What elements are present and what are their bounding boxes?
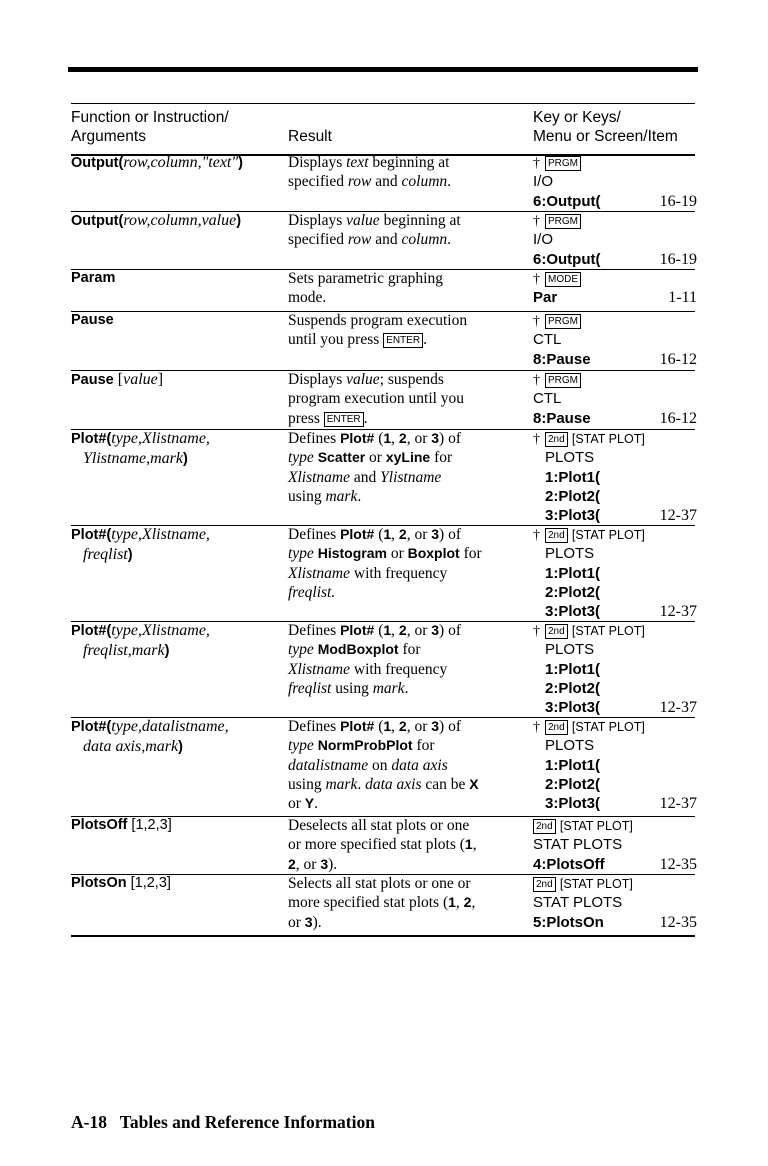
dagger-mark: † xyxy=(533,272,540,287)
result-cell xyxy=(288,153,523,192)
page-ref: 1-11 xyxy=(668,289,697,307)
result-text: ( xyxy=(374,622,384,639)
function-close: ) xyxy=(164,643,170,660)
result-text: beginning at xyxy=(379,212,461,229)
result-text: , or xyxy=(406,526,432,543)
table-row xyxy=(71,311,695,371)
dagger-mark: † xyxy=(533,314,540,329)
keys-cell xyxy=(533,153,697,211)
result-text: 2 xyxy=(288,855,296,872)
result-text: Xlistname xyxy=(288,468,350,486)
result-text: program execution until you xyxy=(288,390,465,408)
table-header xyxy=(71,103,695,156)
menu-name: CTL xyxy=(533,331,562,349)
enter-key: ENTER xyxy=(383,333,423,348)
function-name: Plot#( xyxy=(71,431,112,447)
function-cell xyxy=(71,153,283,173)
second-key: 2nd xyxy=(545,720,568,735)
page-ref: 12-37 xyxy=(659,603,697,621)
function-close: ) xyxy=(178,739,183,756)
function-args: value xyxy=(123,371,158,388)
result-text: . xyxy=(363,409,368,427)
result-text: freqlist xyxy=(288,679,332,697)
result-text: ; suspends xyxy=(379,371,444,388)
result-text: 1 xyxy=(383,430,392,446)
result-text: row xyxy=(347,231,372,249)
result-text: 3 xyxy=(320,855,329,872)
result-text: Plot# xyxy=(340,430,375,446)
menu-item: 1:Plot1( xyxy=(545,468,601,486)
result-text: press xyxy=(288,409,324,427)
dagger-mark: † xyxy=(533,432,540,447)
result-text: . xyxy=(314,795,319,813)
result-text: mark xyxy=(325,487,358,505)
result-text: ). xyxy=(312,913,322,931)
result-text: mark xyxy=(325,775,358,793)
result-text: 3 xyxy=(431,718,440,734)
result-text: ) of xyxy=(439,526,461,543)
header-function-line1: Function or Instruction/ xyxy=(71,109,229,126)
result-text: ) of xyxy=(439,430,461,447)
result-cell xyxy=(288,621,523,698)
keys-cell xyxy=(533,211,697,269)
result-cell xyxy=(288,717,523,813)
result-text: , or xyxy=(406,718,432,735)
table-row xyxy=(71,269,695,312)
result-text: Defines xyxy=(288,430,341,447)
result-text: ModBoxplot xyxy=(317,641,399,658)
result-text: type xyxy=(288,449,314,467)
result-text: ( xyxy=(374,526,384,543)
function-args: [1,2,3] xyxy=(126,875,171,891)
result-cell xyxy=(288,525,523,602)
result-text: type xyxy=(288,737,314,755)
result-text: 1 xyxy=(383,718,392,734)
result-text: freqlist xyxy=(288,583,332,601)
menu-name: I/O xyxy=(533,173,554,191)
page-ref: 12-37 xyxy=(659,507,697,525)
menu-item: 4:PlotsOff xyxy=(533,855,605,873)
menu-item: 5:PlotsOn xyxy=(533,913,604,931)
page-ref: 12-35 xyxy=(659,913,697,931)
keys-cell xyxy=(533,370,697,428)
secondary-function: STAT PLOT xyxy=(575,624,642,638)
table-row xyxy=(71,370,695,430)
dagger-mark: † xyxy=(533,528,540,543)
prgm-key: PRGM xyxy=(545,214,581,229)
result-text: on xyxy=(368,756,392,774)
result-text: 1 xyxy=(383,526,392,542)
prgm-key: PRGM xyxy=(545,156,581,171)
result-text: Displays xyxy=(288,154,347,171)
result-text: for xyxy=(412,737,435,755)
result-text: using xyxy=(288,487,326,505)
function-args: type,Xlistname, xyxy=(111,622,210,639)
menu-name: PLOTS xyxy=(545,737,595,755)
result-text: , or xyxy=(406,430,432,447)
result-text: . xyxy=(357,487,362,505)
result-text: ). xyxy=(328,855,338,873)
result-text: Scatter xyxy=(317,449,366,466)
header-keys-line2: Menu or Screen/Item xyxy=(533,128,678,145)
result-cell xyxy=(288,211,523,250)
function-cell: Pause [value] xyxy=(71,371,164,388)
result-text: . xyxy=(423,331,427,349)
result-text: 2 xyxy=(398,622,407,638)
table-row xyxy=(71,874,695,937)
result-text: ) of xyxy=(439,718,461,735)
function-close: ) xyxy=(238,155,243,171)
result-text: mode. xyxy=(288,289,327,307)
function-cell xyxy=(71,874,283,893)
header-function-line2: Arguments xyxy=(71,128,146,145)
page-ref: 12-35 xyxy=(659,855,697,873)
function-args: [1,2,3] xyxy=(127,817,172,833)
table-row xyxy=(71,525,695,622)
keys-cell: † 2nd [STAT PLOT] PLOTS 1:Plot1( 2:Plot2( 3:Plot3( 12-37 xyxy=(533,432,697,525)
result-text: ( xyxy=(374,430,384,447)
header-function xyxy=(71,108,281,146)
result-text: , xyxy=(391,526,399,543)
result-text: specified xyxy=(288,231,348,249)
result-text: mark xyxy=(372,679,405,697)
result-text: Displays xyxy=(288,371,347,388)
result-text: or xyxy=(386,545,408,563)
result-text: with frequency xyxy=(350,660,448,678)
table-row xyxy=(71,816,695,875)
result-text: 2 xyxy=(398,718,407,734)
function-name: Plot#( xyxy=(71,719,112,735)
keys-cell: † 2nd [STAT PLOT] PLOTS 1:Plot1( 2:Plot2( 3:Plot3( 12-37 xyxy=(533,624,697,717)
second-key: 2nd xyxy=(545,432,568,447)
secondary-function: STAT PLOT xyxy=(575,528,642,542)
menu-item: 3:Plot3( xyxy=(545,795,601,813)
result-text: Suspends program execution xyxy=(288,312,468,329)
result-text: , xyxy=(391,622,399,639)
function-name: PlotsOn xyxy=(71,875,127,891)
table-row xyxy=(71,717,695,817)
menu-item: 1:Plot1( xyxy=(545,660,601,678)
result-text: Plot# xyxy=(340,718,375,734)
second-key: 2nd xyxy=(533,819,556,834)
result-cell xyxy=(288,816,523,874)
header-result: Result xyxy=(288,128,332,145)
result-text: with frequency xyxy=(350,564,448,582)
result-text: , xyxy=(472,836,477,854)
result-text: X xyxy=(469,775,479,792)
top-rule xyxy=(68,67,698,72)
dagger-mark: † xyxy=(533,720,540,735)
result-text: using xyxy=(331,679,373,697)
result-text: , xyxy=(391,430,399,447)
menu-item: 6:Output( xyxy=(533,250,601,268)
result-text: Defines xyxy=(288,526,341,543)
page-ref: 16-19 xyxy=(659,192,697,210)
dagger-mark: † xyxy=(533,156,540,171)
menu-item: 2:Plot2( xyxy=(545,679,601,697)
header-keys-line1: Key or Keys/ xyxy=(533,109,621,126)
result-cell xyxy=(288,311,523,350)
function-name: Output( xyxy=(71,155,124,171)
result-text: for xyxy=(459,545,482,563)
result-text: column xyxy=(401,173,448,191)
result-text: data axis xyxy=(391,756,448,774)
table-row xyxy=(71,153,695,212)
menu-item: Par xyxy=(533,289,558,307)
result-cell xyxy=(288,874,523,932)
secondary-function: STAT PLOT xyxy=(575,720,642,734)
result-cell xyxy=(288,370,523,428)
menu-item: 3:Plot3( xyxy=(545,603,601,621)
result-text: Defines xyxy=(288,622,341,639)
result-text: row xyxy=(347,173,372,191)
function-name: Pause xyxy=(71,312,114,328)
function-args: data axis,mark xyxy=(83,738,179,756)
result-text: data axis xyxy=(365,775,422,793)
result-text: Y xyxy=(304,795,315,812)
function-name: Plot#( xyxy=(71,623,112,639)
function-cell xyxy=(71,429,283,470)
menu-name: STAT PLOTS xyxy=(533,836,623,854)
keys-cell: † 2nd [STAT PLOT] PLOTS 1:Plot1( 2:Plot2( 3:Plot3( 12-37 xyxy=(533,720,697,813)
menu-name: STAT PLOTS xyxy=(533,894,623,912)
result-text: 1 xyxy=(464,836,473,853)
function-name: PlotsOff xyxy=(71,817,128,833)
function-cell xyxy=(71,717,283,758)
result-text: datalistname xyxy=(288,756,369,774)
secondary-function: STAT PLOT xyxy=(563,877,630,891)
table-row xyxy=(71,429,695,526)
menu-item: 3:Plot3( xyxy=(545,507,601,525)
result-text: or xyxy=(365,449,386,467)
menu-item: 2:Plot2( xyxy=(545,487,601,505)
menu-item: 8:Pause xyxy=(533,409,591,427)
result-text: . xyxy=(331,583,336,601)
function-cell xyxy=(71,311,283,330)
result-text: Deselects all stat plots or one xyxy=(288,817,470,834)
result-text: until you press xyxy=(288,331,384,349)
result-text: Displays xyxy=(288,212,347,229)
result-text: . xyxy=(447,173,452,191)
function-cell xyxy=(71,525,283,566)
result-text: , or xyxy=(295,855,321,873)
second-key: 2nd xyxy=(545,624,568,639)
result-text: 2 xyxy=(463,894,472,911)
result-text: Selects all stat plots or one or xyxy=(288,875,471,892)
result-text: , or xyxy=(406,622,432,639)
result-text: NormProbPlot xyxy=(317,737,413,754)
function-args: type,Xlistname, xyxy=(111,526,210,543)
menu-name: I/O xyxy=(533,231,554,249)
result-text: Plot# xyxy=(340,622,375,638)
result-text: xyLine xyxy=(385,449,431,466)
result-cell xyxy=(288,269,523,308)
page-ref: 12-37 xyxy=(659,699,697,717)
page-ref: 12-37 xyxy=(659,795,697,813)
secondary-function: STAT PLOT xyxy=(575,432,642,446)
keys-cell: † 2nd [STAT PLOT] PLOTS 1:Plot1( 2:Plot2( 3:Plot3( 12-37 xyxy=(533,528,697,621)
result-text: or xyxy=(288,795,305,813)
function-args: type,datalistname, xyxy=(111,718,229,735)
result-text: . xyxy=(357,775,366,793)
result-text: . xyxy=(404,679,409,697)
result-text: 1 xyxy=(383,622,392,638)
menu-item: 1:Plot1( xyxy=(545,564,601,582)
result-text: type xyxy=(288,641,314,659)
function-args: Ylistname,mark xyxy=(83,450,183,468)
keys-cell xyxy=(533,269,697,308)
menu-item: 6:Output( xyxy=(533,192,601,210)
table-row xyxy=(71,621,695,718)
result-text: Sets parametric graphing xyxy=(288,270,443,287)
result-text: Boxplot xyxy=(407,545,460,562)
header-keys xyxy=(533,108,703,146)
table-row xyxy=(71,211,695,270)
second-key: 2nd xyxy=(545,528,568,543)
menu-item: 1:Plot1( xyxy=(545,756,601,774)
menu-item: 8:Pause xyxy=(533,350,591,368)
result-text: , xyxy=(455,894,464,912)
prgm-key: PRGM xyxy=(545,314,581,329)
function-name: Output( xyxy=(71,213,124,229)
page-ref: 16-19 xyxy=(659,250,697,268)
result-text: Xlistname xyxy=(288,660,350,678)
result-text: ( xyxy=(374,718,384,735)
result-text: and xyxy=(350,468,381,486)
page-footer: A-18 Tables and Reference Information xyxy=(71,1112,375,1132)
result-text: Defines xyxy=(288,718,341,735)
second-key: 2nd xyxy=(533,877,556,892)
result-text: , xyxy=(471,894,476,912)
dagger-mark: † xyxy=(533,624,540,639)
function-name: Param xyxy=(71,270,116,286)
result-text: , xyxy=(391,718,399,735)
result-text: beginning at xyxy=(368,154,450,171)
function-cell xyxy=(71,269,283,288)
function-cell xyxy=(71,816,283,835)
result-text: column xyxy=(401,231,448,249)
dagger-mark: † xyxy=(533,373,540,388)
result-text: 3 xyxy=(431,622,440,638)
menu-name: PLOTS xyxy=(545,545,595,563)
secondary-function: STAT PLOT xyxy=(563,819,630,833)
result-text: for xyxy=(430,449,453,467)
enter-key: ENTER xyxy=(324,412,364,427)
result-text: ) of xyxy=(439,622,461,639)
function-args: type,Xlistname, xyxy=(111,430,210,447)
mode-key: MODE xyxy=(545,272,581,287)
function-args: freqlist xyxy=(83,546,128,564)
result-text: value xyxy=(346,371,380,388)
result-text: text xyxy=(346,154,369,171)
keys-cell xyxy=(533,311,697,369)
result-text: 3 xyxy=(431,430,440,446)
menu-name: CTL xyxy=(533,390,562,408)
result-text: 2 xyxy=(398,430,407,446)
result-text: can be xyxy=(421,775,470,793)
prgm-key: PRGM xyxy=(545,373,581,388)
menu-item: 2:Plot2( xyxy=(545,583,601,601)
result-text: type xyxy=(288,545,314,563)
menu-item: 3:Plot3( xyxy=(545,699,601,717)
function-args: freqlist,mark xyxy=(83,642,165,660)
function-args: row,column,value xyxy=(123,212,237,229)
result-text: and xyxy=(371,231,402,249)
menu-name: PLOTS xyxy=(545,641,595,659)
result-text: 3 xyxy=(431,526,440,542)
result-text: using xyxy=(288,775,326,793)
result-text: 2 xyxy=(398,526,407,542)
result-text: 1 xyxy=(448,894,456,911)
result-text: 3 xyxy=(304,913,313,930)
result-text: value xyxy=(346,212,380,229)
result-text: and xyxy=(371,173,402,191)
dagger-mark: † xyxy=(533,214,540,229)
function-close: ) xyxy=(127,547,133,564)
result-text: or more specified stat plots ( xyxy=(288,836,465,854)
menu-item: 2:Plot2( xyxy=(545,775,601,793)
function-name: Plot#( xyxy=(71,527,112,543)
result-text: more specified stat plots ( xyxy=(288,894,449,912)
page-ref: 16-12 xyxy=(659,350,697,368)
menu-name: PLOTS xyxy=(545,449,595,467)
result-text: Xlistname xyxy=(288,564,350,582)
result-cell xyxy=(288,429,523,506)
function-cell xyxy=(71,211,283,231)
function-close: ) xyxy=(236,213,242,229)
keys-cell: 2nd [STAT PLOT] STAT PLOTS 5:PlotsOn 12-35 xyxy=(533,877,697,931)
result-text: for xyxy=(398,641,421,659)
result-text: Plot# xyxy=(340,526,375,542)
function-close: ) xyxy=(183,451,188,468)
function-args: row,column,"text" xyxy=(123,154,239,171)
function-cell xyxy=(71,621,283,662)
result-text: Histogram xyxy=(317,545,387,562)
keys-cell: 2nd [STAT PLOT] STAT PLOTS 4:PlotsOff 12-35 xyxy=(533,819,697,873)
page-ref: 16-12 xyxy=(659,409,697,427)
result-text: specified xyxy=(288,173,348,191)
result-text: . xyxy=(447,231,452,249)
result-text: Ylistname xyxy=(380,468,442,486)
function-name: Pause xyxy=(71,372,114,388)
result-text: or xyxy=(288,913,305,931)
